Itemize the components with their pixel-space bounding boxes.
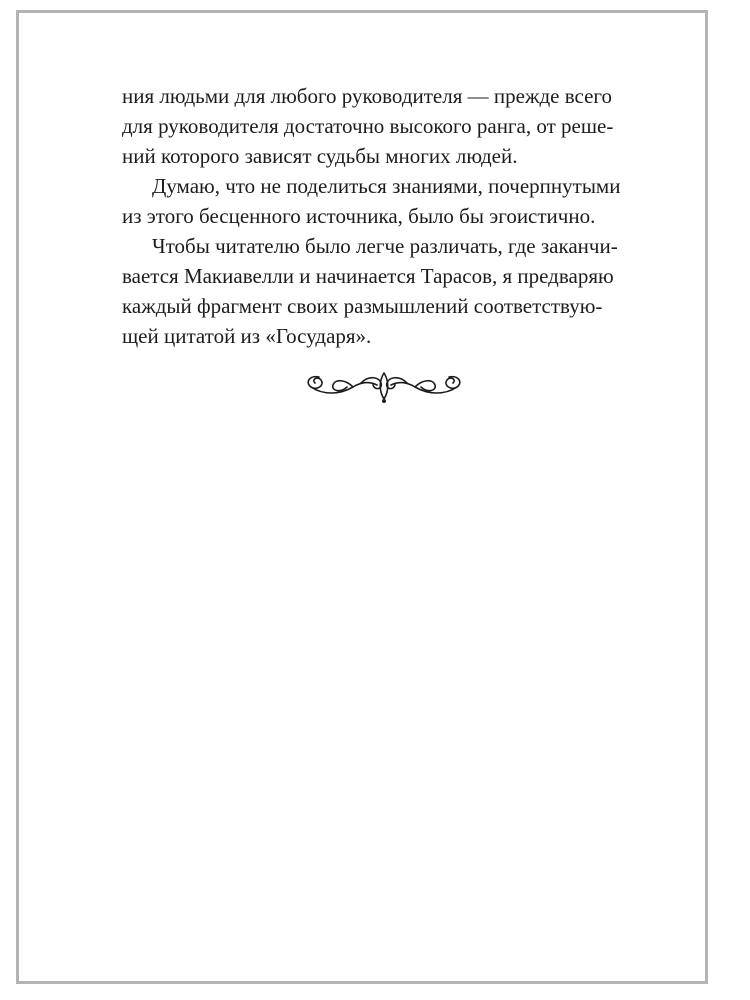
flourish-divider-icon — [299, 365, 469, 409]
text-line: для руководителя достаточно высокого ранга, от реше- — [122, 114, 614, 138]
text-line: ний которого зависят судьбы многих людей. — [122, 144, 518, 168]
text-line: Чтобы читателю было легче различать, где заканчи- — [152, 234, 618, 258]
paragraph-3 — [122, 231, 618, 351]
text-line: каждый фрагмент своих размышлений соответствую- — [122, 294, 603, 318]
book-page — [16, 10, 708, 984]
paragraph-1 — [122, 81, 614, 171]
text-line: из этого бесценного источника, было бы эгоистично. — [122, 204, 596, 228]
text-line: ния людьми для любого руководителя — прежде всего — [122, 84, 612, 108]
body-text — [122, 81, 621, 351]
text-line: Думаю, что не поделиться знаниями, почерпнутыми — [152, 174, 621, 198]
paragraph-2 — [122, 171, 621, 231]
text-line: щей цитатой из «Государя». — [122, 324, 372, 348]
text-line: вается Макиавелли и начинается Тарасов, я предваряю — [122, 264, 614, 288]
